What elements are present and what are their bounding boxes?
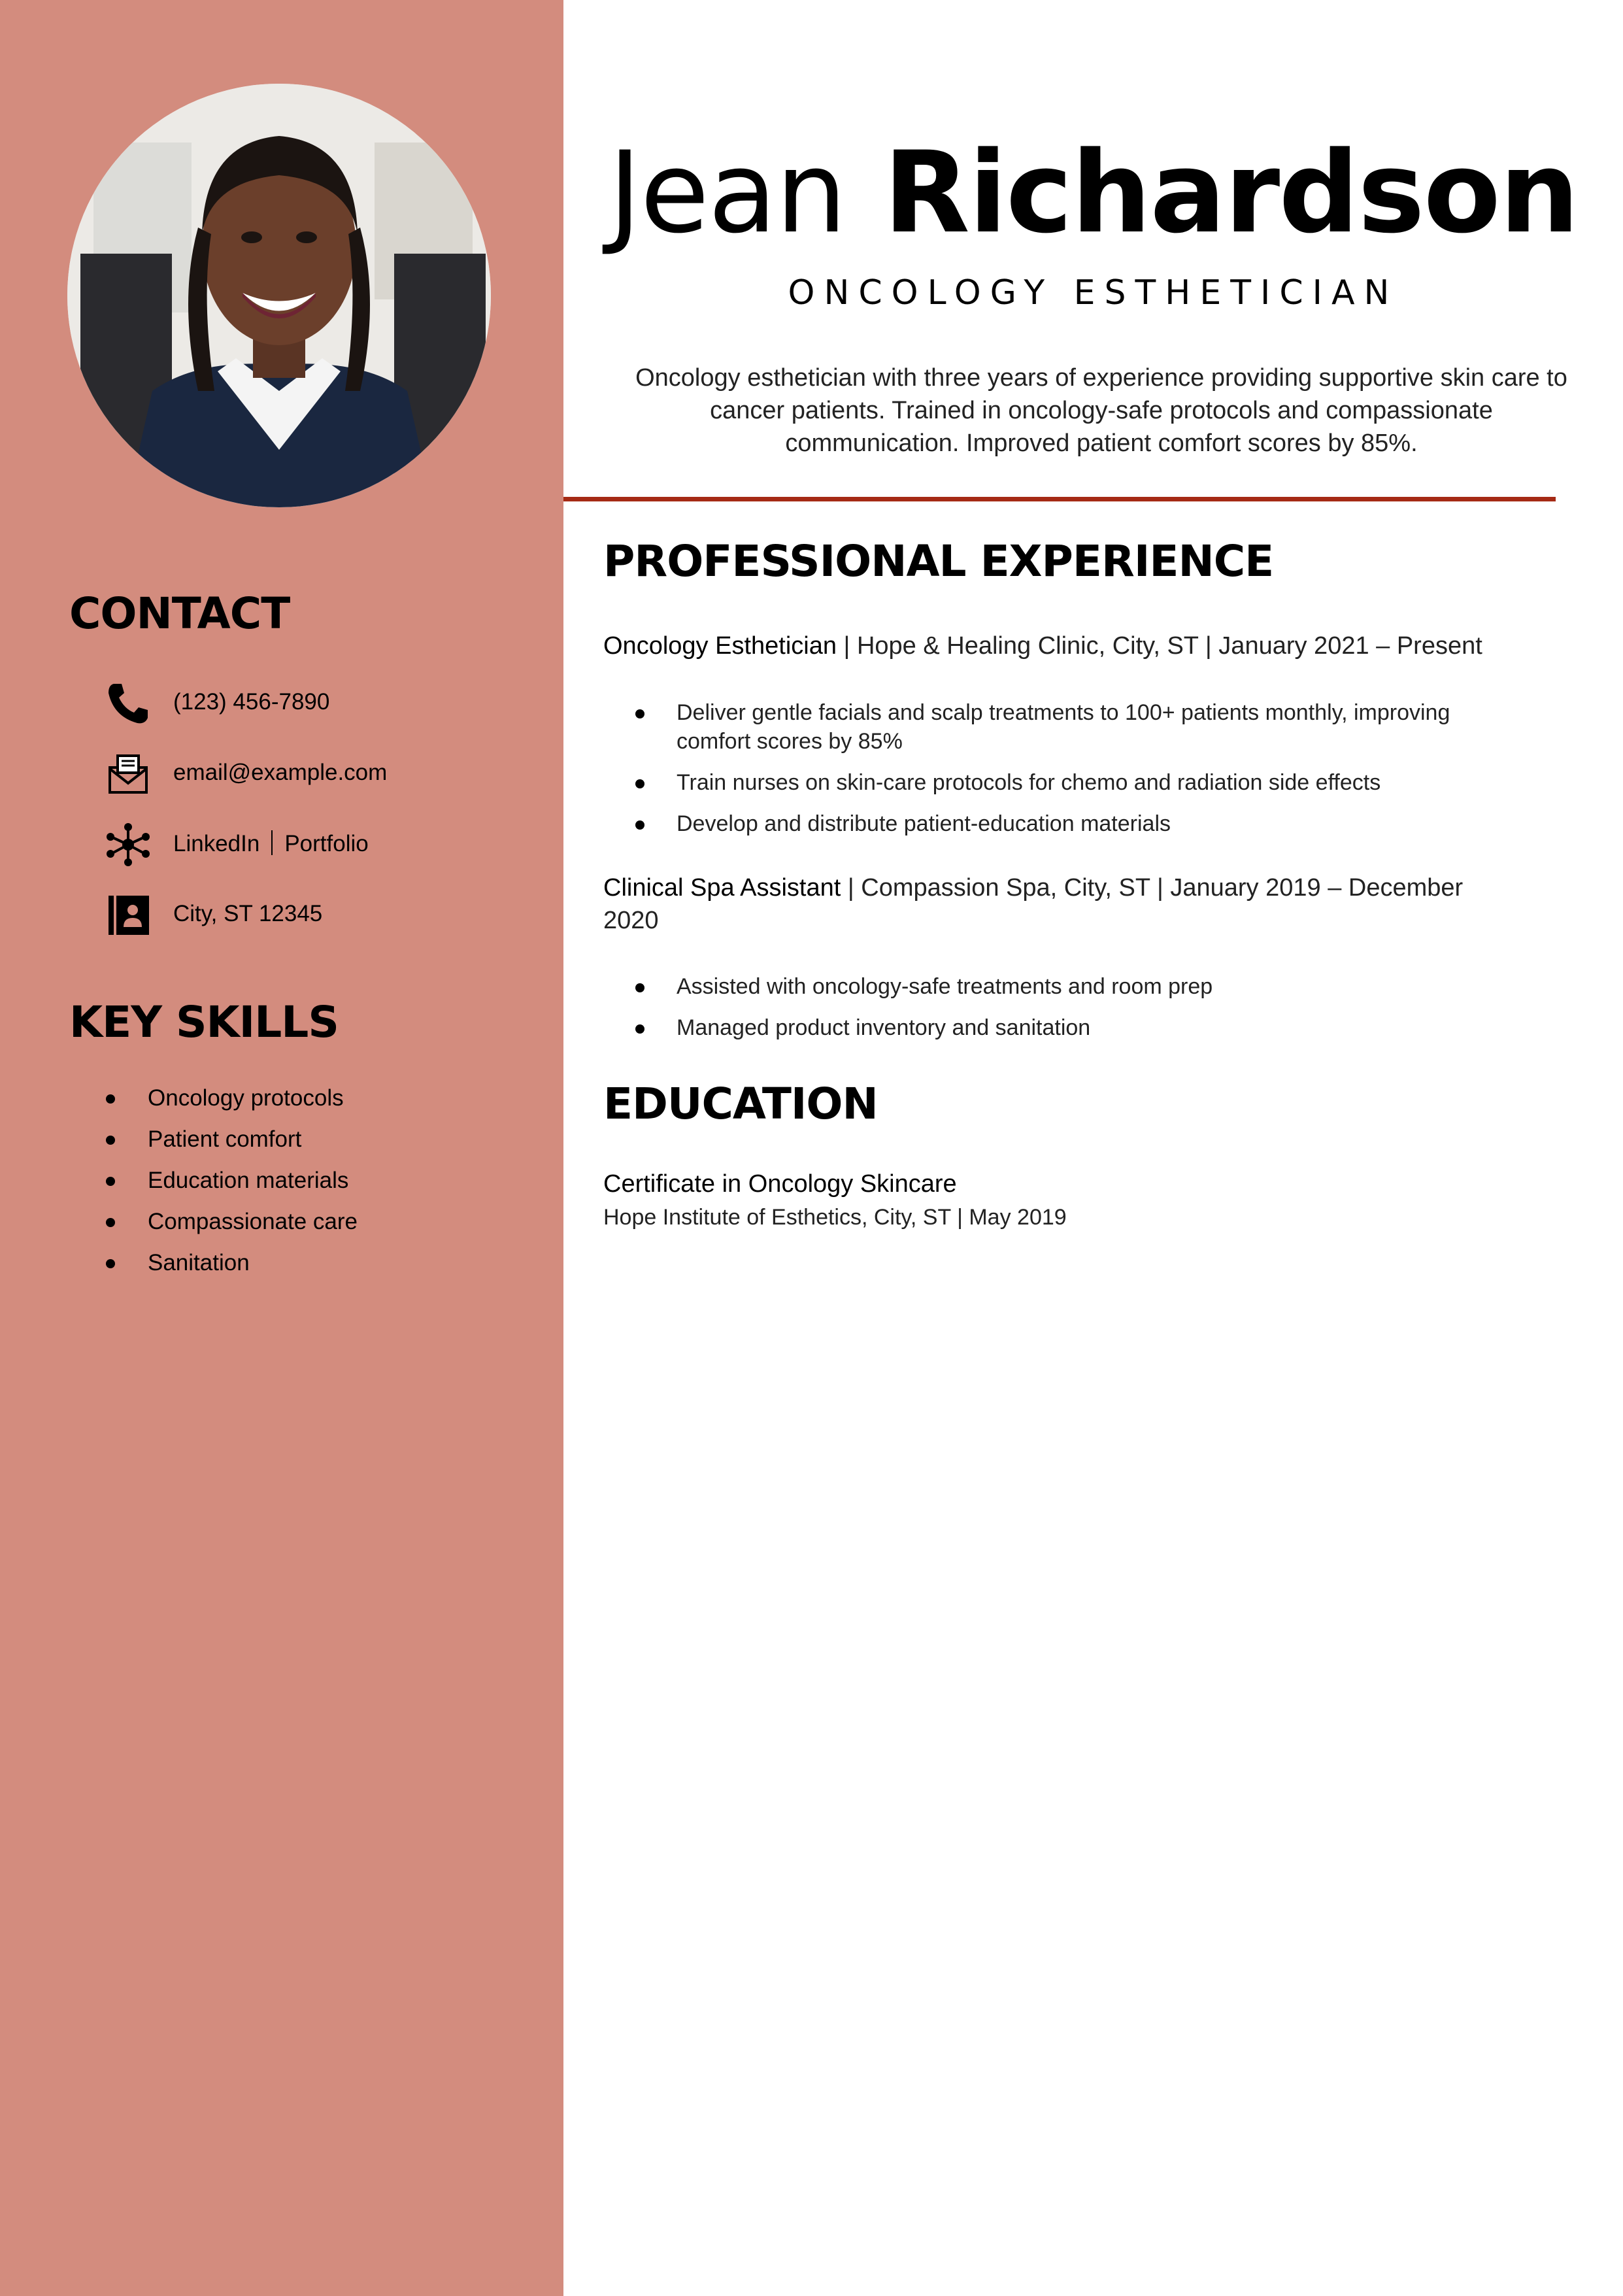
portrait-illustration — [67, 84, 491, 507]
network-icon — [105, 821, 152, 868]
skills-list — [105, 1085, 358, 1291]
education-school: Hope Institute of Esthetics, City, ST | May 2019 — [603, 1205, 1067, 1230]
job-bullet: Develop and distribute patient-education materials — [634, 809, 1516, 838]
job-header — [603, 871, 1518, 937]
contact-location — [105, 892, 549, 944]
job-title: Clinical Spa Assistant — [603, 874, 841, 902]
first-name: Jean — [608, 127, 846, 258]
contact-heading: CONTACT — [69, 588, 290, 639]
candidate-name — [563, 127, 1623, 258]
portfolio-link[interactable]: Portfolio — [284, 831, 369, 856]
email-text[interactable]: email@example.com — [173, 760, 388, 785]
phone-icon — [105, 680, 152, 727]
job-details: | Hope & Healing Clinic, City, ST | January 2021 – Present — [836, 632, 1482, 660]
last-name: Richardson — [883, 127, 1579, 258]
skill-item: Oncology protocols — [105, 1085, 358, 1126]
job-title: Oncology Esthetician — [603, 632, 837, 660]
job-bullet: Train nurses on skin-care protocols for chemo and radiation side effects — [634, 768, 1516, 797]
experience-heading: PROFESSIONAL EXPERIENCE — [603, 536, 1274, 586]
job-bullet: Assisted with oncology-safe treatments and room prep — [634, 972, 1516, 1001]
skill-item: Education materials — [105, 1168, 358, 1209]
contact-phone — [105, 680, 549, 732]
profile-photo — [67, 84, 491, 507]
job-bullets — [634, 972, 1516, 1055]
job-header — [603, 630, 1518, 662]
job-details: | Compassion Spa, City, ST | January 2019 – December 2020 — [603, 874, 1464, 934]
link-separator — [271, 830, 273, 855]
sidebar — [0, 0, 563, 2296]
links-text — [173, 830, 369, 857]
profile-summary: Oncology esthetician with three years of experience providing supportive skin care to cancer patients. Trained in oncology-safe protocols and compassionate communication. Improved patient comfort scores by 85%. — [635, 364, 1567, 457]
contact-links — [105, 821, 549, 873]
education-heading: EDUCATION — [603, 1079, 878, 1129]
contact-card-icon — [105, 892, 152, 939]
envelope-icon — [105, 751, 152, 798]
header-divider — [563, 497, 1556, 501]
key-skills-heading: KEY SKILLS — [69, 997, 339, 1047]
phone-text[interactable]: (123) 456-7890 — [173, 689, 330, 715]
education-degree: Certificate in Oncology Skincare — [603, 1170, 957, 1198]
job-bullets — [634, 698, 1516, 851]
skill-item: Compassionate care — [105, 1209, 358, 1250]
job-bullet: Managed product inventory and sanitation — [634, 1013, 1516, 1042]
job-role: ONCOLOGY ESTHETICIAN — [788, 273, 1399, 312]
linkedin-link[interactable]: LinkedIn — [173, 831, 260, 856]
skill-item: Sanitation — [105, 1250, 358, 1291]
job-bullet: Deliver gentle facials and scalp treatments to 100+ patients monthly, improving comfort scores by 85% — [634, 698, 1516, 756]
location-text: City, ST 12345 — [173, 901, 323, 926]
skill-item: Patient comfort — [105, 1126, 358, 1168]
contact-email — [105, 751, 549, 803]
